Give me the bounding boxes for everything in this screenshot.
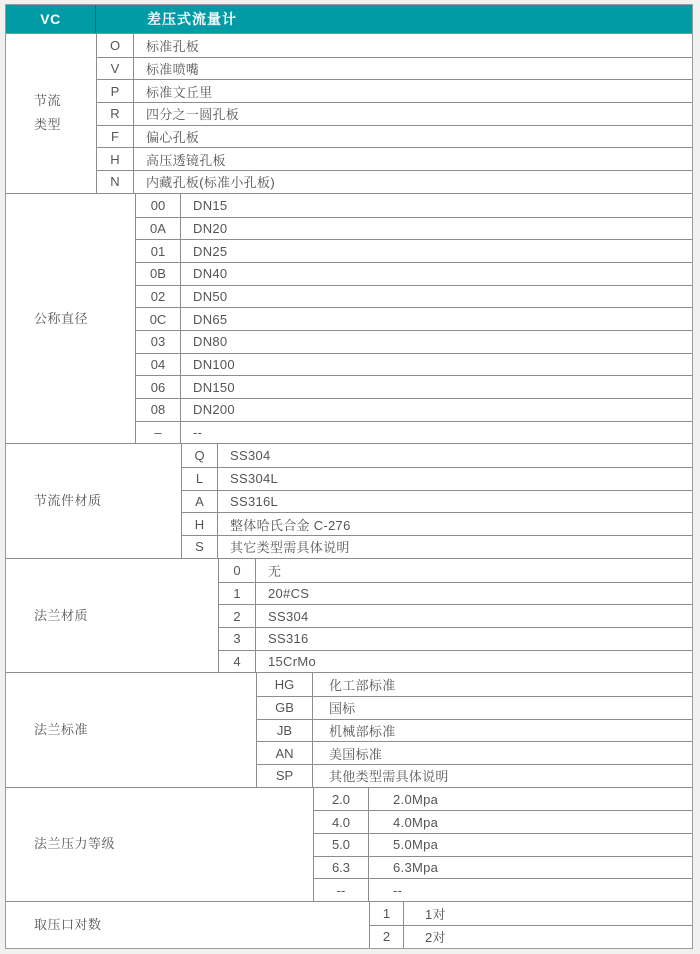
- option-code: 4: [218, 651, 256, 673]
- section-label-throttle-type: [6, 34, 96, 193]
- option-row: [256, 719, 692, 742]
- section-label-flange-pressure-rating: [6, 788, 313, 901]
- option-code: 2: [218, 605, 256, 627]
- option-code: 2.0: [313, 788, 369, 811]
- section-throttle-type: [6, 33, 692, 193]
- option-code: 0A: [135, 218, 181, 240]
- option-row: [256, 696, 692, 719]
- section-nominal-diameter: [6, 193, 692, 444]
- option-desc: DN200: [193, 402, 235, 418]
- option-code: 04: [135, 354, 181, 376]
- section-label-flange-standard: [6, 673, 256, 786]
- option-row: [218, 627, 692, 650]
- option-row: [181, 490, 692, 513]
- section-pressure-tap-pairs: [6, 901, 692, 947]
- option-code: 06: [135, 376, 181, 398]
- option-desc: 15CrMo: [268, 653, 317, 669]
- option-row: [181, 444, 692, 467]
- option-row: [369, 902, 692, 925]
- option-desc: DN50: [193, 288, 228, 304]
- option-row: [218, 604, 692, 627]
- option-desc: DN100: [193, 356, 235, 372]
- option-desc: 美国标准: [329, 746, 383, 762]
- option-row: [256, 741, 692, 764]
- option-desc: 高压透镜孔板: [146, 152, 226, 168]
- option-row: [135, 375, 692, 398]
- option-row: [218, 650, 692, 673]
- option-desc: 偏心孔板: [146, 130, 200, 146]
- option-desc: 其他类型需具体说明: [329, 769, 449, 785]
- option-desc: 整体哈氏合金 C-276: [230, 517, 351, 533]
- table-title: 差压式流量计: [147, 11, 237, 27]
- option-code: N: [96, 171, 134, 193]
- option-desc: 标准孔板: [146, 38, 200, 54]
- section-label-throttle-element-material: [6, 444, 181, 557]
- option-code: L: [181, 468, 218, 490]
- section-throttle-element-material: [6, 443, 692, 557]
- option-code: A: [181, 491, 218, 513]
- option-desc: DN80: [193, 334, 228, 350]
- option-code: JB: [256, 720, 313, 742]
- option-row: [369, 925, 692, 948]
- option-row: [181, 535, 692, 558]
- section-label-line: 法兰压力等级: [34, 836, 116, 852]
- option-row: [313, 833, 692, 856]
- option-code: P: [96, 80, 134, 102]
- option-desc: 国标: [329, 701, 356, 717]
- option-desc: 无: [268, 563, 282, 579]
- option-desc: 标准喷嘴: [146, 62, 200, 78]
- option-row: [218, 582, 692, 605]
- option-desc: 四分之一圆孔板: [146, 107, 240, 123]
- option-code: GB: [256, 697, 313, 719]
- option-desc: 4.0Mpa: [393, 814, 439, 830]
- option-code: 08: [135, 399, 181, 421]
- option-desc: SS316: [268, 631, 309, 647]
- option-rows: [181, 444, 692, 557]
- option-row: [96, 125, 692, 148]
- option-code: R: [96, 103, 134, 125]
- section-flange-standard: [6, 672, 692, 786]
- option-desc: 标准文丘里: [146, 84, 213, 100]
- option-desc: 内藏孔板(标准小孔板): [146, 175, 275, 191]
- option-row: [96, 57, 692, 80]
- option-row: [313, 810, 692, 833]
- option-row: [135, 239, 692, 262]
- option-code: V: [96, 58, 134, 80]
- option-code: SP: [256, 765, 313, 787]
- option-code: H: [96, 148, 134, 170]
- option-code: 03: [135, 331, 181, 353]
- model-prefix-code: VC: [6, 5, 96, 33]
- option-desc: SS304: [268, 608, 309, 624]
- section-label-line: 公称直径: [34, 310, 89, 326]
- option-desc: DN20: [193, 220, 228, 236]
- option-row: [96, 170, 692, 193]
- section-label-flange-material: [6, 559, 218, 672]
- section-label-line: 法兰标准: [34, 721, 89, 737]
- option-desc: 2对: [425, 930, 446, 946]
- option-row: [256, 764, 692, 787]
- option-code: 00: [135, 194, 181, 217]
- section-label-line: 节流件材质: [34, 493, 102, 509]
- option-code: 5.0: [313, 834, 369, 856]
- option-code: O: [96, 34, 134, 57]
- option-row: [135, 285, 692, 308]
- option-desc: SS304L: [230, 471, 279, 487]
- option-desc: SS304: [230, 448, 271, 464]
- option-code: 02: [135, 286, 181, 308]
- option-row: [135, 307, 692, 330]
- option-code: 0B: [135, 263, 181, 285]
- option-row: [135, 353, 692, 376]
- option-row: [256, 673, 692, 696]
- option-desc: 6.3Mpa: [393, 860, 439, 876]
- option-row: [135, 330, 692, 353]
- option-desc: SS316L: [230, 494, 279, 510]
- option-row: [135, 421, 692, 444]
- option-row: [313, 878, 692, 901]
- option-row: [96, 102, 692, 125]
- option-row: [96, 79, 692, 102]
- section-label-line: 节流: [34, 93, 62, 109]
- option-desc: 机械部标准: [329, 723, 396, 739]
- option-row: [135, 262, 692, 285]
- option-desc: 5.0Mpa: [393, 837, 439, 853]
- option-row: [135, 398, 692, 421]
- option-code: F: [96, 126, 134, 148]
- option-desc: 20#CS: [268, 585, 310, 601]
- option-rows: [313, 788, 692, 901]
- option-row: [96, 147, 692, 170]
- option-code: 0: [218, 559, 256, 582]
- option-rows: [256, 673, 692, 786]
- section-label-line: 法兰材质: [34, 607, 89, 623]
- option-desc: 其它类型需具体说明: [230, 540, 350, 556]
- section-flange-pressure-rating: [6, 787, 692, 901]
- option-desc: DN25: [193, 243, 228, 259]
- section-label-nominal-diameter: [6, 194, 135, 444]
- option-code: --: [313, 879, 369, 901]
- option-desc: DN65: [193, 311, 228, 327]
- option-row: [313, 788, 692, 811]
- option-code: AN: [256, 742, 313, 764]
- option-code: 3: [218, 628, 256, 650]
- option-rows: [96, 34, 692, 193]
- option-row: [135, 194, 692, 217]
- option-rows: [218, 559, 692, 672]
- option-code: 01: [135, 240, 181, 262]
- option-rows: [135, 194, 692, 444]
- option-code: 4.0: [313, 811, 369, 833]
- option-desc: DN40: [193, 266, 228, 282]
- option-code: 2: [369, 926, 404, 948]
- option-code: –: [135, 422, 181, 444]
- option-desc: 化工部标准: [329, 678, 396, 694]
- option-row: [96, 34, 692, 57]
- option-code: 1: [218, 583, 256, 605]
- option-desc: --: [393, 882, 403, 898]
- option-row: [313, 856, 692, 879]
- option-rows: [369, 902, 692, 947]
- option-code: 1: [369, 902, 404, 925]
- option-code: H: [181, 513, 218, 535]
- section-label-pressure-tap-pairs: [6, 902, 369, 947]
- option-desc: 1对: [425, 906, 446, 922]
- option-desc: 2.0Mpa: [393, 791, 439, 807]
- option-desc: DN15: [193, 197, 228, 213]
- model-selection-table: [5, 4, 693, 949]
- option-code: Q: [181, 444, 218, 467]
- table-header: [6, 5, 692, 33]
- option-desc: --: [193, 425, 203, 441]
- section-label-line: 取压口对数: [34, 916, 102, 932]
- option-desc: DN150: [193, 379, 235, 395]
- option-code: 6.3: [313, 857, 369, 879]
- option-code: S: [181, 536, 218, 558]
- option-code: 0C: [135, 308, 181, 330]
- option-row: [135, 217, 692, 240]
- option-row: [181, 467, 692, 490]
- section-flange-material: [6, 558, 692, 672]
- option-row: [181, 512, 692, 535]
- option-code: HG: [256, 673, 313, 696]
- section-label-line: 类型: [34, 117, 62, 133]
- table-body: [6, 33, 692, 948]
- option-row: [218, 559, 692, 582]
